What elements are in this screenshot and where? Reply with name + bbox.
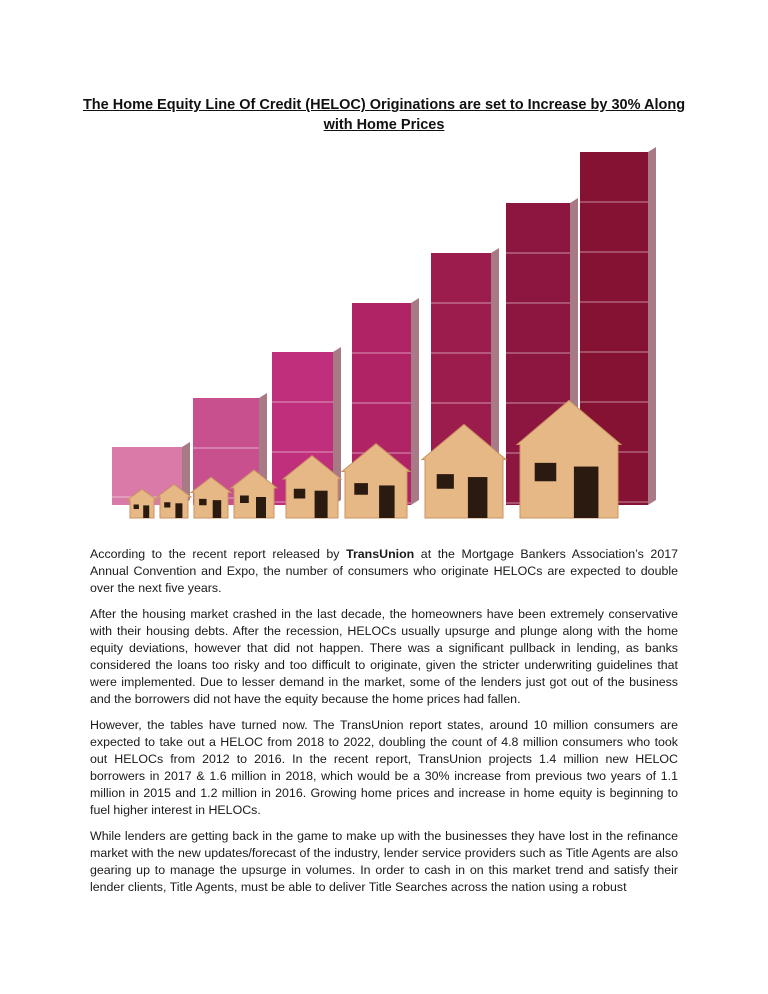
house-window — [134, 505, 139, 510]
house-door — [315, 491, 328, 518]
house-window — [164, 502, 170, 507]
article-body — [90, 546, 678, 905]
house-window — [535, 463, 557, 481]
paragraph-3: However, the tables have turned now. The TransUnion report states, around 10 million consumers are expected to take out a HELOC from 2018 to 2022, doubling the count of 4.8 million consumers who took out HELOCs from 2012 to 2016. In the recent report, TransUnion projects 1.4 million new HELOC borrowers in 2017 & 1.6 million in 2018, which would be a 30% increase from previous two years of 1.1 million in 2015 and 1.2 million in 2016. Growing home prices and increase in home equity is beginning to fuel higher interest in HELOCs. — [90, 718, 678, 817]
page-title: The Home Equity Line Of Credit (HELOC) Originations are set to Increase by 30% Along with Home Prices — [82, 97, 686, 133]
bar-side — [648, 147, 656, 505]
text: at the Mortgage Bankers Association’s 2017 Annual Convention and Expo, the number of consumers who originate HELOCs are expected to double over the next five years. — [90, 547, 678, 595]
house-door — [175, 503, 182, 518]
paragraph-1 — [90, 546, 678, 597]
house-window — [354, 483, 368, 495]
house-door — [468, 477, 488, 518]
paragraph-4: While lenders are getting back in the game to make up with the businesses they have lost in the refinance market with the new updates/forecast of the industry, lender service providers such as Title Agents are also gearing up to manage the upsurge in volumes. In order to cash in on this market trend and satisfy their lender clients, Title Agents, must be able to deliver Title Searches across the nation using a robust — [90, 829, 678, 894]
text: According to the recent report released by — [90, 547, 347, 561]
paragraph-2: After the housing market crashed in the last decade, the homeowners have been extremely conservative with their housing debts. After the recession, HELOCs usually upsurge and plunge along with the home equity deviations, however that did not happen. There was a significant pullback in lending, as banks considered the loans too risky and too difficult to originate, given the stricter underwriting guidelines that were implemented. Due to lesser demand in the market, some of the lenders just got out of the business and the borrowers did not have the equity because the home prices had fallen. — [90, 607, 678, 706]
transunion-bold: TransUnion — [346, 547, 415, 561]
house-window — [294, 489, 305, 499]
bar-chart-houses-illustration — [90, 143, 678, 535]
house-door — [143, 505, 149, 518]
house-window — [240, 496, 249, 504]
house-door — [379, 485, 395, 518]
house-door — [574, 467, 599, 518]
bar-side — [411, 298, 419, 505]
house-window — [199, 499, 206, 505]
house-window — [437, 474, 454, 489]
house-door — [256, 497, 266, 518]
house-door — [213, 500, 222, 518]
